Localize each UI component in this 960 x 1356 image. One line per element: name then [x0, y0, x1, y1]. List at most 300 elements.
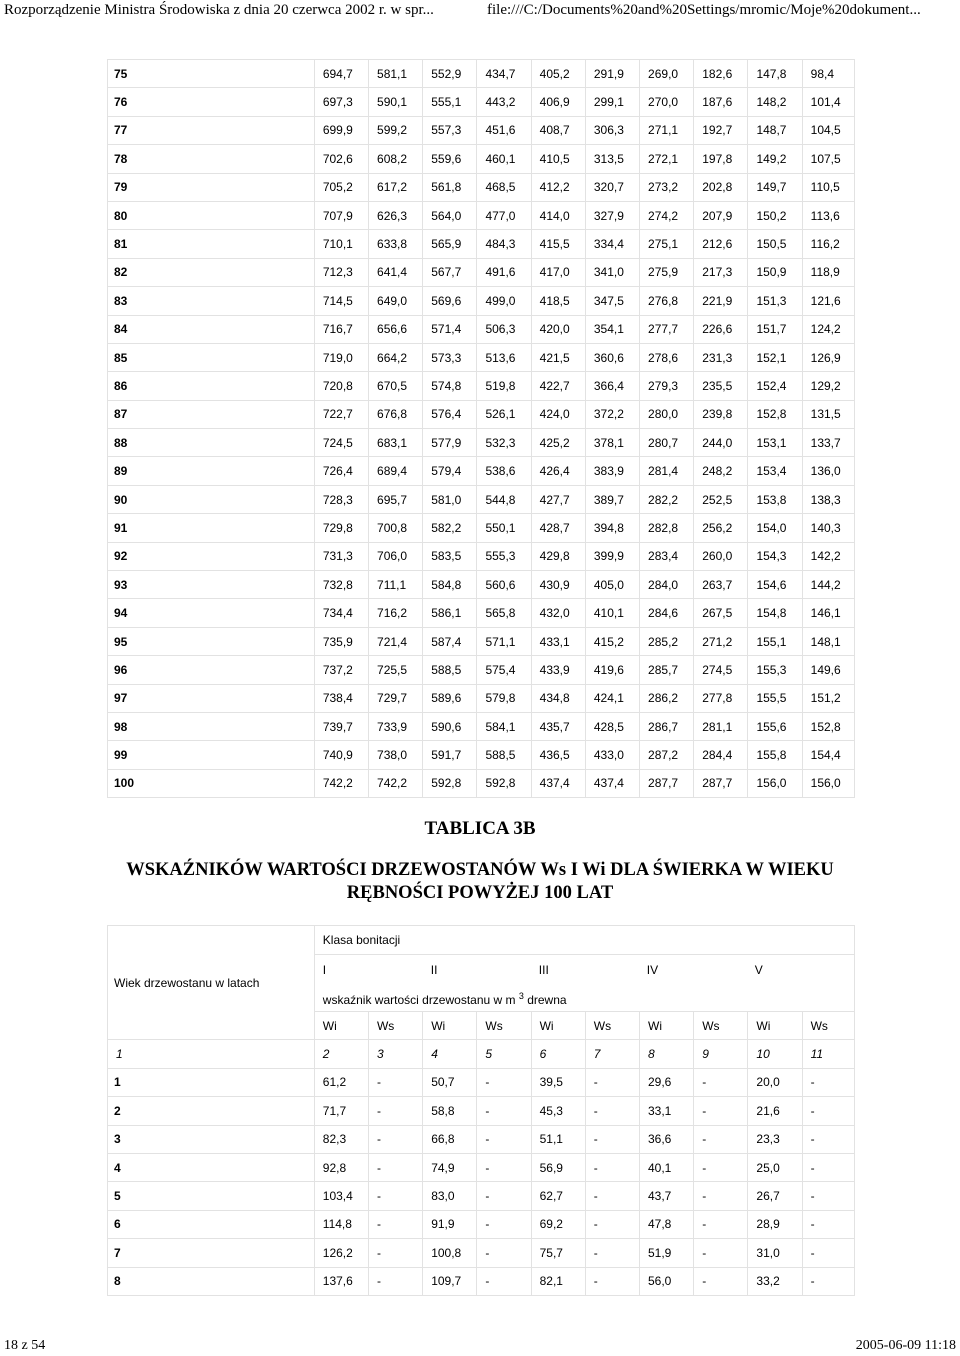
- column-number: 3: [368, 1040, 422, 1068]
- value-cell: -: [694, 1210, 748, 1238]
- table-row: [108, 400, 855, 428]
- value-cell: 151,7: [748, 315, 802, 343]
- value-cell: -: [585, 1153, 639, 1181]
- value-cell: 399,9: [585, 542, 639, 570]
- value-cell: 334,4: [585, 230, 639, 258]
- value-cell: 286,2: [640, 684, 694, 712]
- table-subtitle-line2: RĘBNOŚCI POWYŻEJ 100 LAT: [346, 883, 614, 903]
- value-cell: 406,9: [531, 88, 585, 116]
- row-age-cell: 82: [108, 258, 315, 286]
- row-age-cell: 96: [108, 656, 315, 684]
- value-cell: -: [585, 1068, 639, 1096]
- value-cell: 436,5: [531, 741, 585, 769]
- table-row: [108, 88, 855, 116]
- table-row: [108, 1239, 855, 1267]
- value-cell: 21,6: [748, 1097, 802, 1125]
- value-cell: 569,6: [423, 287, 477, 315]
- value-cell: 131,5: [802, 400, 854, 428]
- value-cell: -: [477, 1210, 531, 1238]
- value-cell: 410,5: [531, 145, 585, 173]
- class-and-unit-header: [314, 955, 854, 1012]
- value-cell: 626,3: [369, 201, 423, 229]
- table-row: [108, 1153, 855, 1181]
- table-row: [108, 1097, 855, 1125]
- value-cell: 150,5: [748, 230, 802, 258]
- value-cell: 433,1: [531, 627, 585, 655]
- value-cell: 588,5: [423, 656, 477, 684]
- wi-ws-subheader: Wi: [748, 1012, 802, 1040]
- value-cell: 429,8: [531, 542, 585, 570]
- table-row: [108, 173, 855, 201]
- value-cell: 557,3: [423, 116, 477, 144]
- value-cell: 740,9: [314, 741, 368, 769]
- value-cell: 725,5: [369, 656, 423, 684]
- table-row: [108, 485, 855, 513]
- unit-label: wskaźnik wartości drzewostanu w m $^3$ drewna: [322, 991, 567, 1007]
- value-cell: -: [368, 1125, 422, 1153]
- value-cell: 719,0: [314, 343, 368, 371]
- site-class-label: II: [430, 963, 438, 977]
- values-table-continued: [107, 59, 855, 798]
- value-cell: -: [477, 1097, 531, 1125]
- value-cell: 20,0: [748, 1068, 802, 1096]
- value-cell: -: [477, 1068, 531, 1096]
- row-age-cell: 95: [108, 627, 315, 655]
- wi-ws-subheader: Ws: [477, 1012, 531, 1040]
- value-cell: 56,9: [531, 1153, 585, 1181]
- value-cell: 51,9: [640, 1239, 694, 1267]
- value-cell: 694,7: [314, 60, 368, 88]
- value-cell: 28,9: [748, 1210, 802, 1238]
- value-cell: 287,2: [640, 741, 694, 769]
- value-cell: 437,4: [585, 769, 639, 797]
- value-cell: 695,7: [369, 485, 423, 513]
- value-cell: -: [368, 1239, 422, 1267]
- value-cell: 706,0: [369, 542, 423, 570]
- value-cell: 98,4: [802, 60, 854, 88]
- row-age-cell: 8: [108, 1267, 315, 1295]
- table-row: [108, 457, 855, 485]
- value-cell: 151,2: [802, 684, 854, 712]
- value-cell: 432,0: [531, 599, 585, 627]
- value-cell: 275,1: [640, 230, 694, 258]
- value-cell: 565,9: [423, 230, 477, 258]
- value-cell: 588,5: [477, 741, 531, 769]
- value-cell: 66,8: [423, 1125, 477, 1153]
- row-age-cell: 86: [108, 372, 315, 400]
- value-cell: 129,2: [802, 372, 854, 400]
- value-cell: 155,1: [748, 627, 802, 655]
- site-class-label: IV: [646, 963, 659, 977]
- value-cell: 581,1: [369, 60, 423, 88]
- value-cell: 182,6: [694, 60, 748, 88]
- value-cell: 43,7: [640, 1182, 694, 1210]
- value-cell: 29,6: [640, 1068, 694, 1096]
- value-cell: 577,9: [423, 429, 477, 457]
- value-cell: 711,1: [369, 571, 423, 599]
- site-class-label: III: [538, 963, 549, 977]
- value-cell: 62,7: [531, 1182, 585, 1210]
- value-cell: 383,9: [585, 457, 639, 485]
- row-age-cell: 97: [108, 684, 315, 712]
- value-cell: 124,2: [802, 315, 854, 343]
- value-cell: 256,2: [694, 514, 748, 542]
- row-age-cell: 75: [108, 60, 315, 88]
- value-cell: -: [585, 1210, 639, 1238]
- value-cell: 113,6: [802, 201, 854, 229]
- row-age-cell: 85: [108, 343, 315, 371]
- value-cell: 23,3: [748, 1125, 802, 1153]
- document-title: Rozporządzenie Ministra Środowiska z dnia 20 czerwca 2002 r. w spr...: [4, 2, 434, 18]
- age-column-header: Wiek drzewostanu w latach: [108, 926, 315, 1040]
- value-cell: 36,6: [640, 1125, 694, 1153]
- value-cell: 739,7: [314, 712, 368, 740]
- row-age-cell: 94: [108, 599, 315, 627]
- value-cell: 299,1: [585, 88, 639, 116]
- value-cell: 133,7: [802, 429, 854, 457]
- value-cell: 560,6: [477, 571, 531, 599]
- value-cell: 591,7: [423, 741, 477, 769]
- value-cell: 460,1: [477, 145, 531, 173]
- column-number: 9: [694, 1040, 748, 1068]
- table-row: [108, 656, 855, 684]
- value-cell: 519,8: [477, 372, 531, 400]
- row-age-cell: 6: [108, 1210, 315, 1238]
- value-cell: 155,3: [748, 656, 802, 684]
- value-cell: 484,3: [477, 230, 531, 258]
- value-cell: 389,7: [585, 485, 639, 513]
- value-cell: 284,0: [640, 571, 694, 599]
- value-cell: 91,9: [423, 1210, 477, 1238]
- value-cell: -: [368, 1068, 422, 1096]
- value-cell: 121,6: [802, 287, 854, 315]
- site-class-label: V: [754, 963, 763, 977]
- value-cell: 347,5: [585, 287, 639, 315]
- value-cell: 428,5: [585, 712, 639, 740]
- value-cell: 592,8: [477, 769, 531, 797]
- value-cell: 154,0: [748, 514, 802, 542]
- value-cell: 101,4: [802, 88, 854, 116]
- value-cell: 269,0: [640, 60, 694, 88]
- value-cell: 58,8: [423, 1097, 477, 1125]
- value-cell: 50,7: [423, 1068, 477, 1096]
- value-cell: 567,7: [423, 258, 477, 286]
- value-cell: 107,5: [802, 145, 854, 173]
- value-cell: 433,9: [531, 656, 585, 684]
- row-age-cell: 7: [108, 1239, 315, 1267]
- value-cell: 153,1: [748, 429, 802, 457]
- value-cell: 571,1: [477, 627, 531, 655]
- value-cell: 260,0: [694, 542, 748, 570]
- value-cell: 149,6: [802, 656, 854, 684]
- value-cell: 590,1: [369, 88, 423, 116]
- value-cell: 683,1: [369, 429, 423, 457]
- column-number: 4: [423, 1040, 477, 1068]
- row-age-cell: 90: [108, 485, 315, 513]
- table-row: [108, 230, 855, 258]
- value-cell: 561,8: [423, 173, 477, 201]
- table-row: [108, 343, 855, 371]
- value-cell: 155,8: [748, 741, 802, 769]
- value-cell: -: [802, 1125, 854, 1153]
- value-cell: 148,1: [802, 627, 854, 655]
- value-cell: 138,3: [802, 485, 854, 513]
- browser-print-footer: [0, 1336, 960, 1356]
- table-row: [108, 116, 855, 144]
- value-cell: 287,7: [640, 769, 694, 797]
- value-cell: 25,0: [748, 1153, 802, 1181]
- value-cell: -: [368, 1153, 422, 1181]
- value-cell: 212,6: [694, 230, 748, 258]
- value-cell: -: [802, 1182, 854, 1210]
- row-age-cell: 78: [108, 145, 315, 173]
- value-cell: 586,1: [423, 599, 477, 627]
- value-cell: 284,6: [640, 599, 694, 627]
- table-row: [108, 599, 855, 627]
- value-cell: 75,7: [531, 1239, 585, 1267]
- value-cell: 156,0: [802, 769, 854, 797]
- value-cell: 202,8: [694, 173, 748, 201]
- value-cell: 285,2: [640, 627, 694, 655]
- value-cell: -: [585, 1097, 639, 1125]
- value-cell: 559,6: [423, 145, 477, 173]
- column-number: 10: [748, 1040, 802, 1068]
- value-cell: 306,3: [585, 116, 639, 144]
- value-cell: 281,4: [640, 457, 694, 485]
- value-cell: 207,9: [694, 201, 748, 229]
- value-cell: -: [477, 1153, 531, 1181]
- value-cell: 187,6: [694, 88, 748, 116]
- value-cell: 573,3: [423, 343, 477, 371]
- value-cell: 285,7: [640, 656, 694, 684]
- value-cell: 280,7: [640, 429, 694, 457]
- wi-ws-subheader: Ws: [694, 1012, 748, 1040]
- value-cell: -: [802, 1267, 854, 1295]
- value-cell: 33,1: [640, 1097, 694, 1125]
- value-cell: 47,8: [640, 1210, 694, 1238]
- table-row: [108, 542, 855, 570]
- value-cell: 74,9: [423, 1153, 477, 1181]
- document-url: file:///C:/Documents%20and%20Settings/mromic/Moje%20dokument...: [487, 2, 921, 18]
- value-cell: 705,2: [314, 173, 368, 201]
- value-cell: 152,8: [748, 400, 802, 428]
- table-row: [108, 627, 855, 655]
- value-cell: 235,5: [694, 372, 748, 400]
- value-cell: 104,5: [802, 116, 854, 144]
- value-cell: 118,9: [802, 258, 854, 286]
- value-cell: 275,9: [640, 258, 694, 286]
- value-cell: 565,8: [477, 599, 531, 627]
- table-row: [108, 1068, 855, 1096]
- value-cell: 633,8: [369, 230, 423, 258]
- value-cell: 405,2: [531, 60, 585, 88]
- value-cell: 729,7: [369, 684, 423, 712]
- value-cell: 410,1: [585, 599, 639, 627]
- value-cell: 283,4: [640, 542, 694, 570]
- value-cell: 273,2: [640, 173, 694, 201]
- value-cell: 425,2: [531, 429, 585, 457]
- value-cell: 721,4: [369, 627, 423, 655]
- value-cell: 282,2: [640, 485, 694, 513]
- value-cell: 148,7: [748, 116, 802, 144]
- value-cell: 555,1: [423, 88, 477, 116]
- table-row: [108, 741, 855, 769]
- value-cell: 82,1: [531, 1267, 585, 1295]
- value-cell: -: [802, 1068, 854, 1096]
- value-cell: 82,3: [314, 1125, 368, 1153]
- value-cell: 417,0: [531, 258, 585, 286]
- value-cell: -: [694, 1125, 748, 1153]
- value-cell: 394,8: [585, 514, 639, 542]
- value-cell: 697,3: [314, 88, 368, 116]
- value-cell: 40,1: [640, 1153, 694, 1181]
- value-cell: 126,2: [314, 1239, 368, 1267]
- value-cell: 136,0: [802, 457, 854, 485]
- table-row: [108, 315, 855, 343]
- value-cell: 149,2: [748, 145, 802, 173]
- site-class-labels: [323, 963, 855, 977]
- value-cell: 150,2: [748, 201, 802, 229]
- value-cell: 491,6: [477, 258, 531, 286]
- value-cell: 724,5: [314, 429, 368, 457]
- row-age-cell: 77: [108, 116, 315, 144]
- value-cell: 278,6: [640, 343, 694, 371]
- value-cell: 149,7: [748, 173, 802, 201]
- column-number: 7: [585, 1040, 639, 1068]
- value-cell: 550,1: [477, 514, 531, 542]
- value-cell: 405,0: [585, 571, 639, 599]
- value-cell: 738,0: [369, 741, 423, 769]
- row-age-cell: 88: [108, 429, 315, 457]
- value-cell: 421,5: [531, 343, 585, 371]
- value-cell: 707,9: [314, 201, 368, 229]
- site-class-label: I: [322, 963, 327, 977]
- value-cell: 154,3: [748, 542, 802, 570]
- table-row: [108, 145, 855, 173]
- value-cell: 366,4: [585, 372, 639, 400]
- value-cell: 279,3: [640, 372, 694, 400]
- row-age-cell: 91: [108, 514, 315, 542]
- table-row: [108, 1267, 855, 1295]
- value-cell: -: [694, 1239, 748, 1267]
- value-cell: 274,5: [694, 656, 748, 684]
- value-cell: 735,9: [314, 627, 368, 655]
- table-row: [108, 514, 855, 542]
- table-subtitle: [0, 859, 960, 905]
- value-cell: 408,7: [531, 116, 585, 144]
- value-cell: 737,2: [314, 656, 368, 684]
- value-cell: 197,8: [694, 145, 748, 173]
- value-cell: -: [802, 1097, 854, 1125]
- table-row: [108, 1125, 855, 1153]
- value-cell: 33,2: [748, 1267, 802, 1295]
- value-cell: 221,9: [694, 287, 748, 315]
- row-age-cell: 3: [108, 1125, 315, 1153]
- print-datetime: 2005-06-09 11:18: [855, 1338, 956, 1353]
- page-number: 18 z 54: [4, 1338, 46, 1353]
- value-cell: 608,2: [369, 145, 423, 173]
- value-cell: 689,4: [369, 457, 423, 485]
- value-cell: 414,0: [531, 201, 585, 229]
- value-cell: 435,7: [531, 712, 585, 740]
- value-cell: 267,5: [694, 599, 748, 627]
- value-cell: 742,2: [314, 769, 368, 797]
- value-cell: 151,3: [748, 287, 802, 315]
- value-cell: 154,8: [748, 599, 802, 627]
- value-cell: 45,3: [531, 1097, 585, 1125]
- value-cell: 722,7: [314, 400, 368, 428]
- value-cell: 341,0: [585, 258, 639, 286]
- value-cell: 100,8: [423, 1239, 477, 1267]
- unit-superscript: 3: [518, 991, 524, 1001]
- value-cell: 277,8: [694, 684, 748, 712]
- value-cell: 428,7: [531, 514, 585, 542]
- value-cell: -: [694, 1097, 748, 1125]
- value-cell: 378,1: [585, 429, 639, 457]
- value-cell: 192,7: [694, 116, 748, 144]
- value-cell: 226,6: [694, 315, 748, 343]
- value-cell: 700,8: [369, 514, 423, 542]
- value-cell: 83,0: [423, 1182, 477, 1210]
- value-cell: 538,6: [477, 457, 531, 485]
- value-cell: 592,8: [423, 769, 477, 797]
- table-row: [108, 429, 855, 457]
- value-cell: 424,1: [585, 684, 639, 712]
- value-cell: -: [802, 1153, 854, 1181]
- value-cell: 61,2: [314, 1068, 368, 1096]
- table-row: [108, 1182, 855, 1210]
- value-cell: 153,4: [748, 457, 802, 485]
- value-cell: 584,1: [477, 712, 531, 740]
- value-cell: -: [694, 1182, 748, 1210]
- row-age-cell: 1: [108, 1068, 315, 1096]
- value-cell: -: [477, 1125, 531, 1153]
- table-row: [108, 1210, 855, 1238]
- table-row: [108, 60, 855, 88]
- table-row: [108, 712, 855, 740]
- value-cell: 152,1: [748, 343, 802, 371]
- value-cell: -: [477, 1182, 531, 1210]
- value-cell: 434,7: [477, 60, 531, 88]
- value-cell: 152,4: [748, 372, 802, 400]
- row-age-cell: 80: [108, 201, 315, 229]
- value-cell: 584,8: [423, 571, 477, 599]
- value-cell: 276,8: [640, 287, 694, 315]
- value-cell: 714,5: [314, 287, 368, 315]
- value-cell: -: [368, 1097, 422, 1125]
- value-cell: -: [477, 1239, 531, 1267]
- value-cell: 728,3: [314, 485, 368, 513]
- value-cell: 284,4: [694, 741, 748, 769]
- wi-ws-subheader: Wi: [423, 1012, 477, 1040]
- value-cell: 738,4: [314, 684, 368, 712]
- value-cell: 617,2: [369, 173, 423, 201]
- value-cell: 155,5: [748, 684, 802, 712]
- value-cell: 71,7: [314, 1097, 368, 1125]
- value-cell: 146,1: [802, 599, 854, 627]
- value-cell: 271,1: [640, 116, 694, 144]
- value-cell: 426,4: [531, 457, 585, 485]
- value-cell: 526,1: [477, 400, 531, 428]
- value-cell: -: [694, 1267, 748, 1295]
- value-cell: 499,0: [477, 287, 531, 315]
- value-cell: 150,9: [748, 258, 802, 286]
- column-number: 2: [314, 1040, 368, 1068]
- row-age-cell: 83: [108, 287, 315, 315]
- value-cell: 412,2: [531, 173, 585, 201]
- value-cell: 415,2: [585, 627, 639, 655]
- value-cell: 532,3: [477, 429, 531, 457]
